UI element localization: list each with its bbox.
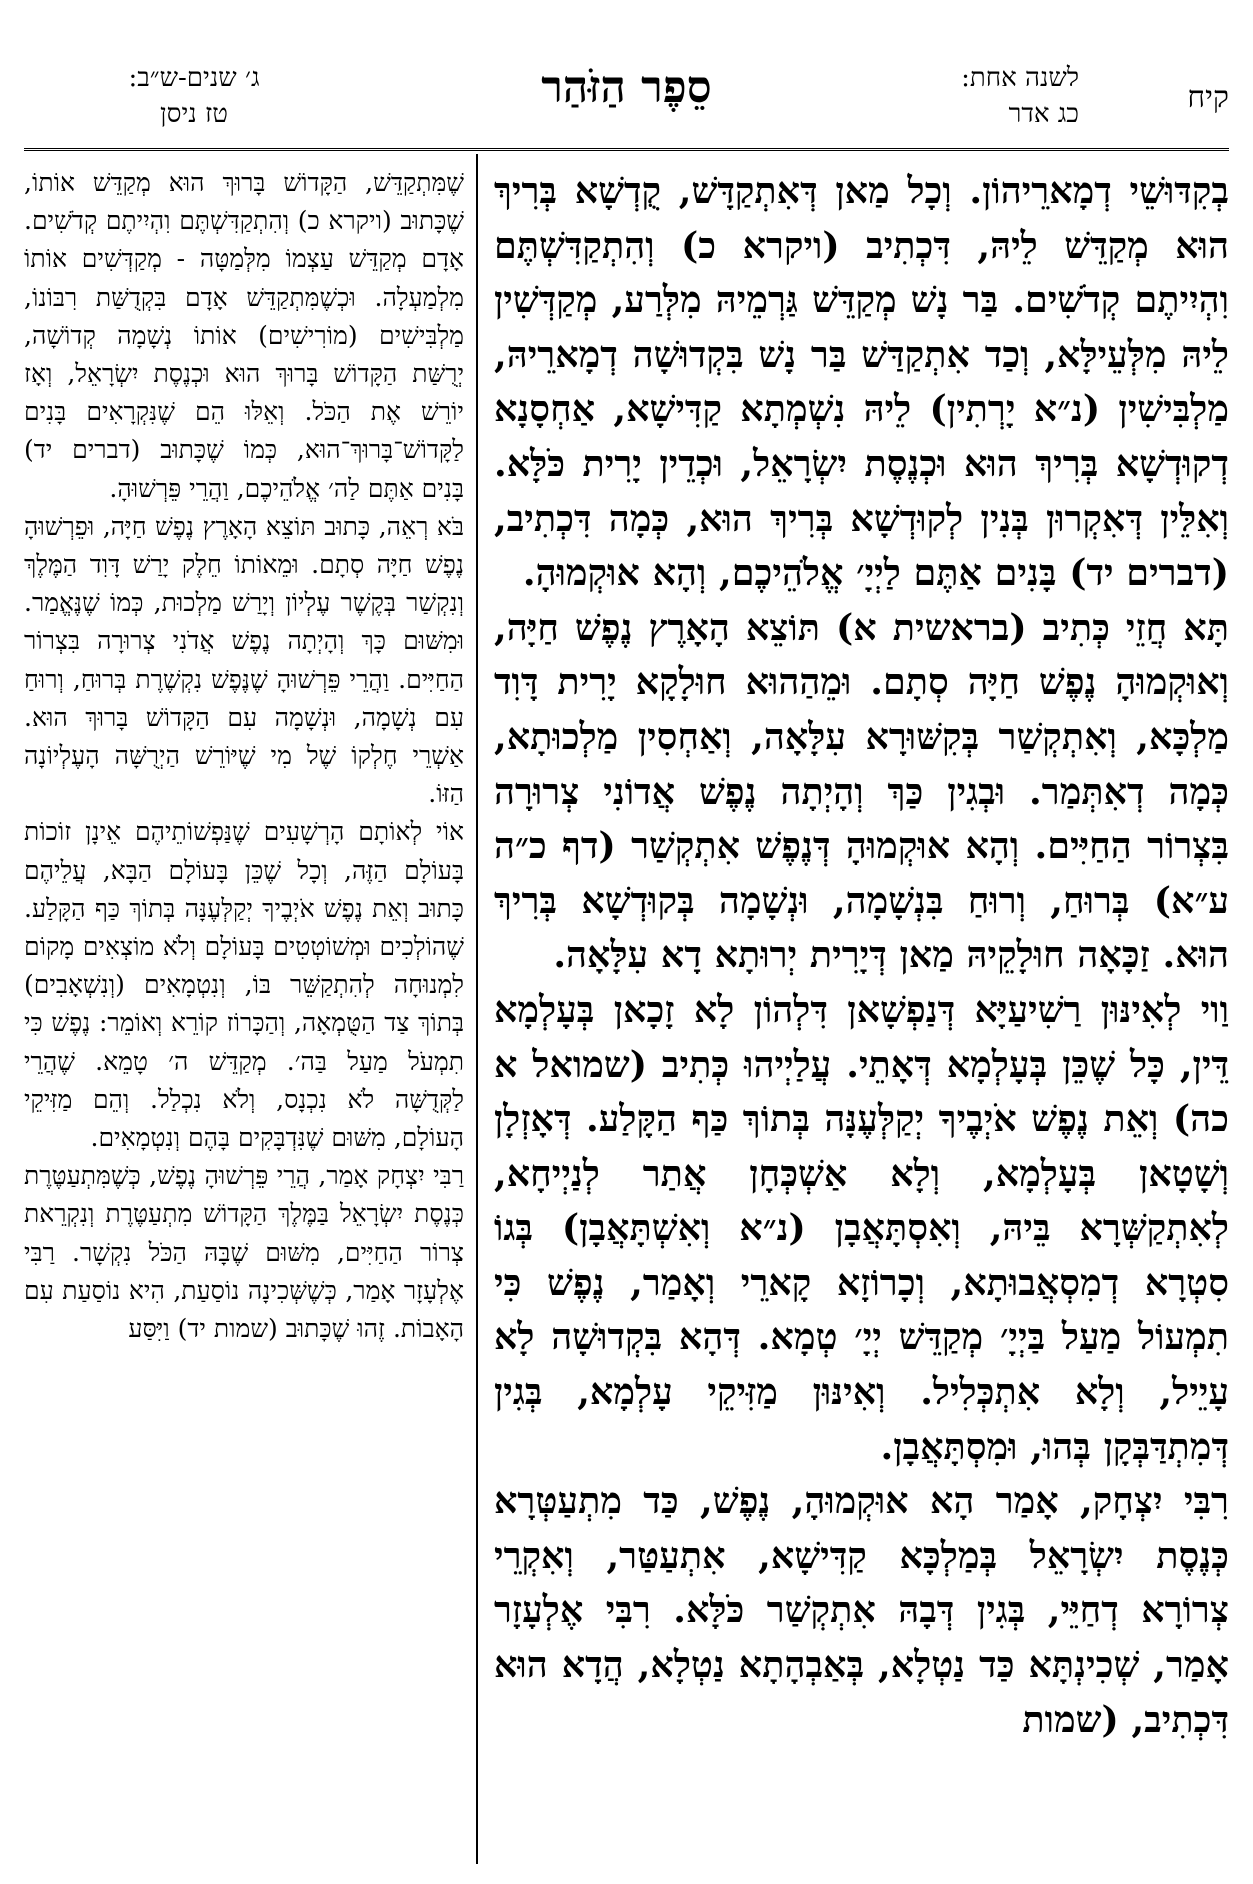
column-divider [476,154,478,1864]
book-page [24,44,1229,1864]
main-paragraph: בְקִדּוּשֵׁי דְמָארֵיהוֹן. וְכָל מַאן דְּאִתְקַדָּשׁ, קֻדְשָׁא בְּרִיךְ הוּא מְקַדֵּשׁ לֵיהּ, דִּכְתִיב (ויקרא כ) וְהִתְקַדִּשְׁתֶּם וִהְיִיתֶם קְדֹשִׁים. בַּר נָשׁ מְקַדֵּשׁ גַּרְמֵיהּ מִלְּרַע, מְקַדְּשִׁין לֵיהּ מִלְּעֵילָּא, וְכַד אִתְקַדַּשׁ בַּר נָשׁ בִּקְדוּשָׁה דְמָארֵיהּ, מַלְבִּישִׁין (נ״א יָרְתִין) לֵיהּ נִשְׁמְתָא קַדִּישָׁא, אַחְסָנָא דְקוּדְשָׁא בְּרִיךְ הוּא וּכְנֶסֶת יִשְׂרָאֵל, וּכְדֵין יָרִית כֹּלָּא. וְאִלֵּין דְּאִקְרוּן בְּנִין לְקוּדְשָׁא בְּרִיךְ הוּא, כְּמָה דִּכְתִיב, (דברים יד) בָּנִים אַתֶּם לַיְיָ׳ אֱלֹהֵיכֶם, וְהָא אוּקְמוּהָ. [494,169,1229,595]
schedule-three-years-label: ג׳ שנים-ש״ב: [128,63,260,93]
page-number: קיח [1187,80,1229,115]
side-paragraph: בֹּא רְאֵה, כָּתוּב תּוֹצֵא הָאָרֶץ נֶפֶשׁ חַיָּה, וּפֵרְשׁוּהָ נֶפֶשׁ חַיָּה סְתָם. וּמֵאוֹתוֹ חֵלֶק יָרַשׁ דָּוִד הַמֶּלֶךְ וְנִקְשַׁר בְּקֶשֶׁר עֶלְיוֹן וְיָרַשׁ מַלְכוּת, כְּמוֹ שֶׁנֶּאֱמַר. וּמִשּׁוּם כָּךְ וְהָיְתָה נֶפֶשׁ אֲדֹנִי צְרוּרָה בִּצְרוֹר הַחַיִּים. וַהֲרֵי פֵּרְשׁוּהָ שֶׁנֶּפֶשׁ נִקְשֶׁרֶת בְּרוּחַ, וְרוּחַ עִם נְשָׁמָה, וּנְשָׁמָה עִם הַקָּדוֹשׁ בָּרוּךְ הוּא. אַשְׁרֵי חֶלְקוֹ שֶׁל מִי שֶׁיּוֹרֵשׁ הַיְרֻשָּׁה הָעֶלְיוֹנָה הַזּוֹ. [24,511,464,809]
hebrew-translation-column [24,164,464,1348]
page-header [24,56,1229,152]
schedule-three-years-date: טז ניסן [160,99,228,129]
main-paragraph: רִבִּי יִצְחָק, אָמַר הָא אוּקְמוּהָ, נֶפֶשׁ, כַּד מִתְעַטְּרָא כְּנֶסֶת יִשְׂרָאֵל בְּמַלְכָּא קַדִּישָׁא, אִתְעַטַּר, וְאִקְרֵי צְרוֹרָא דְחַיֵּי, בְּגִין דְּבָהּ אִתְקְשַׁר כֹּלָּא. רִבִּי אֶלְעָזָר אָמַר, שְׁכִינְתָּא כַּד נַטְלָא, בְּאַבְהָתָא נַטְלָא, הֲדָא הוּא דִּכְתִיב, (שמות [494,1479,1229,1741]
schedule-one-year-date: כג אדר [1008,99,1079,129]
side-paragraph: שֶׁמִּתְקַדֵּשׁ, הַקָּדוֹשׁ בָּרוּךְ הוּא מְקַדֵּשׁ אוֹתוֹ, שֶׁכָּתוּב (ויקרא כ) וְהִתְקַדִּשְׁתֶּם וִהְיִיתֶם קְדֹשִׁים. אָדָם מְקַדֵּשׁ עַצְמוֹ מִלְּמַטָּה - מְקַדְּשִׁים אוֹתוֹ מִלְמַעְלָה. וּכְשֶׁמִּתְקַדֵּשׁ אָדָם בִּקְדֻשַּׁת רִבּוֹנוֹ, מַלְבִּישִׁים (מוֹרִישִׁים) אוֹתוֹ נְשָׁמָה קְדוֹשָׁה, יְרֻשַּׁת הַקָּדוֹשׁ בָּרוּךְ הוּא וּכְנֶסֶת יִשְׂרָאֵל, וְאָז יוֹרֵשׁ אֶת הַכֹּל. וְאֵלּוּ הֵם שֶׁנִּקְרָאִים בָּנִים לַקָּדוֹשׁ־בָּרוּךְ־הוּא, כְּמוֹ שֶׁכָּתוּב (דברים יד) בָּנִים אַתֶּם לַה׳ אֱלֹהֵיכֶם, וַהֲרֵי פֵּרְשׁוּהָ. [24,168,464,503]
side-paragraph: אוֹי לְאוֹתָם הָרְשָׁעִים שֶׁנַּפְשׁוֹתֵיהֶם אֵינָן זוֹכוֹת בָּעוֹלָם הַזֶּה, וְכָל שֶׁכֵּן בָּעוֹלָם הַבָּא, עֲלֵיהֶם כָּתוּב וְאֵת נֶפֶשׁ אֹיְבֶיךָ יְקַלְּעֶנָּה בְּתוֹךְ כַּף הַקָּלַע. שֶׁהוֹלְכִים וּמְשׁוֹטְטִים בָּעוֹלָם וְלֹא מוֹצְאִים מָקוֹם לִמְנוּחָה לְהִתְקַשֵּׁר בּוֹ, וְנִטְמָאִים (וְנִשְׁאָבִים) בְּתוֹךְ צַד הַטֻּמְאָה, וְהַכָּרוֹז קוֹרֵא וְאוֹמֵר: נֶפֶשׁ כִּי תִמְעֹל מַעַל בַּה׳. מְקַדֵּשׁ ה׳ טָמֵא. שֶׁהֲרֵי לַקְּדֻשָּׁה לֹא נִכְנָס, וְלֹא נִכְלַל. וְהֵם מַזִּיקֵי הָעוֹלָם, מִשּׁוּם שֶׁנִּדְבָּקִים בָּהֶם וְנִטְמָאִים. [24,817,464,1153]
schedule-one-year-label: לשנה אחת: [961,63,1079,93]
book-title: סֵפֶר הַזֹּהַר [541,62,712,113]
header-divider [24,148,1229,154]
main-paragraph: וַוי לְאִינּוּן רַשִׁיעַיָּא דְּנַפְשָׁאן דִּלְהוֹן לָא זָכָאן בְּעָלְמָא דֵּין, כָּל שֶׁכֵּן בְּעָלְמָא דְּאָתֵי. עֲלַיְיהוּ כְּתִיב (שמואל א כה) וְאֵת נֶפֶשׁ אֹיְבֶיךָ יְקַלְּעֶנָּה בְּתוֹךְ כַּף הַקָּלַע. דְּאָזְלָן וְשָׁטָאן בְּעָלְמָא, וְלָא אַשְׁכְּחָן אֲתַר לְנַיְיחָא, לְאִתְקַשְּׁרָא בֵּיהּ, וְאִסְתָּאֲבָן (נ״א וְאִשְׁתָּאֲבָן) בְּגוֹ סִטְרָא דְמִסְאֲבוּתָא, וְכָרוֹזָא קָארֵי וְאָמַר, נֶפֶשׁ כִּי תִמְעוֹל מַעַל בַּיְיָ׳ מְקַדֵּשׁ יְיָ׳ טְמָא. דְּהָא בִּקְדוּשָׁה לָא עָיֵיל, וְלָא אִתְכְּלִיל. וְאִינּוּן מַזִּיקֵי עָלְמָא, בְּגִין דְּמִתְדַּבְּקָן בְּהוּ, וּמִסְתָּאֲבָן. [494,987,1229,1468]
main-paragraph: תָּא חֲזֵי כְּתִיב (בראשית א) תּוֹצֵא הָאָרֶץ נֶפֶשׁ חַיָּה, וְאוּקְמוּהָ נֶפֶשׁ חַיָּה סְתָם. וּמֵהַהוּא חוּלָקָא יָרִית דָּוִד מַלְכָּא, וְאִתְקְשַׁר בְּקִשּׁוּרָא עִלָּאָה, וְאַחְסִין מַלְכוּתָא, כְּמָה דְאִתְּמַר. וּבְגִין כַּךְ וְהָיְתָה נֶפֶשׁ אֲדוֹנִי צְרוּרָה בִּצְרוֹר הַחַיִּים. וְהָא אוּקְמוּהָ דְּנֶפֶשׁ אִתְקְשַׁר (דף כ״ה ע״א) בְּרוּחַ, וְרוּחַ בִּנְשָׁמָה, וּנְשָׁמָה בְּקוּדְשָׁא בְּרִיךְ הוּא. זַכָּאָה חוּלָקֵיהּ מַאן דְּיָרִית יְרוּתָא דָא עִלָּאָה. [494,605,1229,977]
schedule-three-years [34,60,354,132]
side-paragraph: רַבִּי יִצְחָק אָמַר, הֲרֵי פֵּרְשׁוּהָ נֶפֶשׁ, כְּשֶׁמִּתְעַטֶּרֶת כְּנֶסֶת יִשְׂרָאֵל בַּמֶּלֶךְ הַקָּדוֹשׁ מִתְעַטֶּרֶת וְנִקְרֵאת צְרוֹר הַחַיִּים, מִשּׁוּם שֶׁבָּהּ הַכֹּל נִקְשָׁר. רַבִּי אֶלְעָזָר אָמַר, כְּשֶׁשְּׁכִינָה נוֹסַעַת, הִיא נוֹסַעַת עִם הָאָבוֹת. זֶהוּ שֶׁכָּתוּב (שמות יד) וַיִּסַּע [24,1161,464,1344]
aramaic-column [494,164,1229,1747]
